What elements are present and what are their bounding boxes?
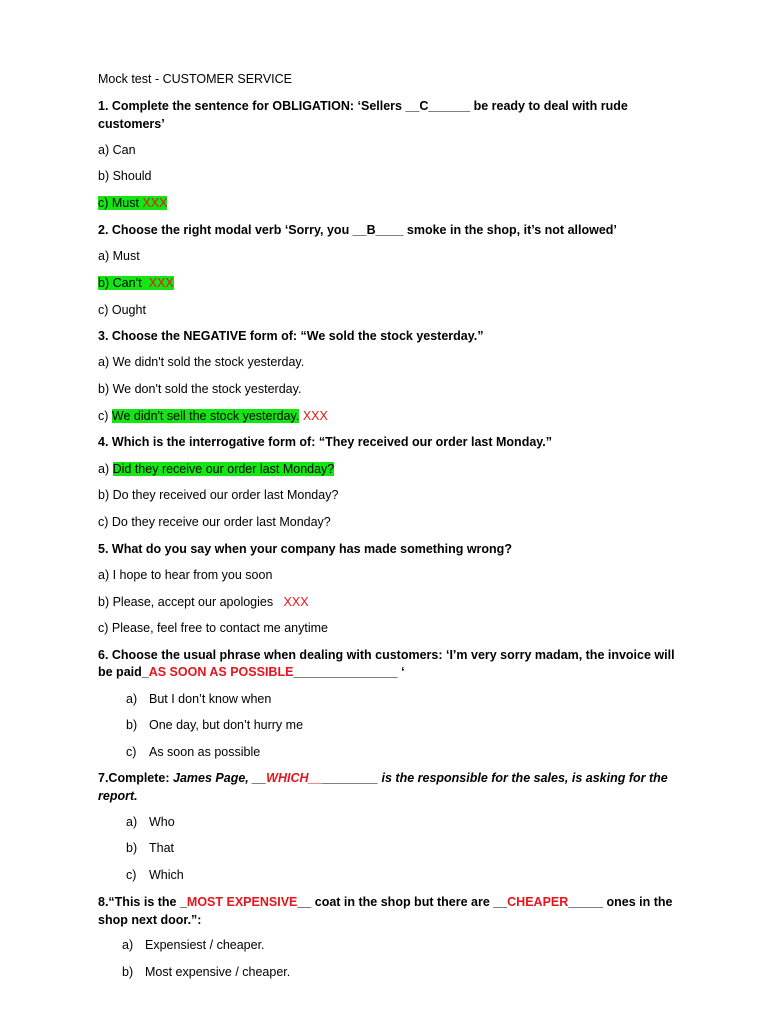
- q1-stem-part-b: ______ be ready to deal with rude: [428, 99, 628, 113]
- q7-answer: WHICH__: [266, 771, 323, 785]
- q3-mark: XXX: [302, 409, 328, 423]
- q7-stem-a1: 7.Complete:: [98, 771, 170, 785]
- q4-option-b: b) Do they received our order last Monday?: [98, 488, 339, 502]
- q3-option-c-row: [98, 408, 328, 424]
- q8-option-a-text: Expensiest / cheaper.: [145, 938, 265, 952]
- q6-option-c-text: As soon as possible: [149, 745, 261, 759]
- question-5-stem: 5. What do you say when your company has made something wrong?: [98, 542, 512, 556]
- q4-option-a-prefix: a): [98, 462, 110, 476]
- q1-answer: C: [419, 99, 429, 113]
- q2-option-a: a) Must: [98, 249, 140, 263]
- q6-option-b-letter: b): [126, 718, 138, 732]
- q8-option-a-letter: a): [122, 938, 134, 952]
- q4-option-a-row: [98, 461, 334, 477]
- q1-option-a: a) Can: [98, 143, 136, 157]
- question-6-stem-b: [98, 664, 405, 680]
- q1-option-c-highlighted: [98, 196, 167, 210]
- q1-mark: XXX: [142, 196, 168, 210]
- q2-option-b-highlighted: [98, 276, 174, 290]
- q2-option-b: b) Can’t: [98, 276, 142, 290]
- q2-answer: B: [366, 223, 376, 237]
- q8-answer-2: CHEAPER: [507, 895, 569, 909]
- q8-stem-a1: 8.“This is the _: [98, 895, 187, 909]
- q6-stem-b2: _______________ ‘: [293, 665, 405, 679]
- q1-option-c: c) Must: [98, 196, 139, 210]
- q5-option-b: b) Please, accept our apologies: [98, 595, 274, 609]
- q7-stem-a3: ________ is the responsible for the sales, is asking for the: [322, 771, 668, 785]
- q1-stem-part-a: 1. Complete the sentence for OBLIGATION: ‘Sellers __: [98, 99, 420, 113]
- q6-option-a-letter: a): [126, 692, 138, 706]
- q8-stem-a3: _____ ones in the: [568, 895, 673, 909]
- q4-option-c: c) Do they receive our order last Monday?: [98, 515, 331, 529]
- question-8-stem-a: [98, 894, 673, 910]
- question-7-stem-b: report.: [98, 789, 138, 803]
- question-4-stem: 4. Which is the interrogative form of: “They received our order last Monday.”: [98, 435, 553, 449]
- q1-option-b: b) Should: [98, 169, 152, 183]
- q7-option-a-text: Who: [149, 815, 175, 829]
- question-8-stem-b: shop next door.”:: [98, 913, 202, 927]
- q6-option-b-text: One day, but don’t hurry me: [149, 718, 304, 732]
- q7-option-b-text: That: [149, 841, 175, 855]
- question-1-stem: [98, 98, 628, 114]
- q6-option-a-text: But I don’t know when: [149, 692, 272, 706]
- q6-stem-b1: be paid_: [98, 665, 149, 679]
- q3-option-a: a) We didn't sold the stock yesterday.: [98, 355, 305, 369]
- q4-option-a-highlighted: Did they receive our order last Monday?: [112, 462, 335, 476]
- question-2-stem: [98, 222, 617, 238]
- q5-option-b-row: [98, 594, 309, 610]
- question-3-stem: 3. Choose the NEGATIVE form of: “We sold the stock yesterday.”: [98, 329, 484, 343]
- q1-stem-part-c: customers’: [98, 117, 165, 131]
- document-title: Mock test - CUSTOMER SERVICE: [98, 72, 293, 86]
- q8-answer-1: MOST EXPENSIVE: [186, 895, 298, 909]
- q2-option-c: c) Ought: [98, 303, 146, 317]
- q5-mark: XXX: [283, 595, 309, 609]
- q7-option-a-letter: a): [126, 815, 138, 829]
- q8-option-b-text: Most expensive / cheaper.: [145, 965, 291, 979]
- question-7-stem-a: [98, 770, 668, 786]
- q2-mark: XXX: [148, 276, 174, 290]
- q3-option-c-highlighted: We didn't sell the stock yesterday.: [111, 409, 300, 423]
- q7-option-c-text: Which: [149, 868, 184, 882]
- q6-answer: AS SOON AS POSSIBLE: [148, 665, 294, 679]
- q7-stem-a2: James Page, __: [173, 771, 267, 785]
- q1-option-c-row: [98, 195, 167, 211]
- q5-option-c: c) Please, feel free to contact me anytime: [98, 621, 328, 635]
- q3-option-b: b) We don't sold the stock yesterday.: [98, 382, 302, 396]
- question-6-stem-a: 6. Choose the usual phrase when dealing with customers: ‘I’m very sorry madam, the invoice will: [98, 648, 675, 662]
- q7-option-c-letter: c): [126, 868, 137, 882]
- q2-stem-part-b: ____ smoke in the shop, it’s not allowed’: [375, 223, 617, 237]
- q5-option-a: a) I hope to hear from you soon: [98, 568, 273, 582]
- q3-option-c-prefix: c): [98, 409, 109, 423]
- q2-option-b-row: [98, 275, 174, 291]
- q2-stem-part-a: 2. Choose the right modal verb ‘Sorry, you __: [98, 223, 367, 237]
- q6-option-c-letter: c): [126, 745, 137, 759]
- q7-option-b-letter: b): [126, 841, 138, 855]
- q8-option-b-letter: b): [122, 965, 134, 979]
- q8-stem-a2: __ coat in the shop but there are __: [297, 895, 508, 909]
